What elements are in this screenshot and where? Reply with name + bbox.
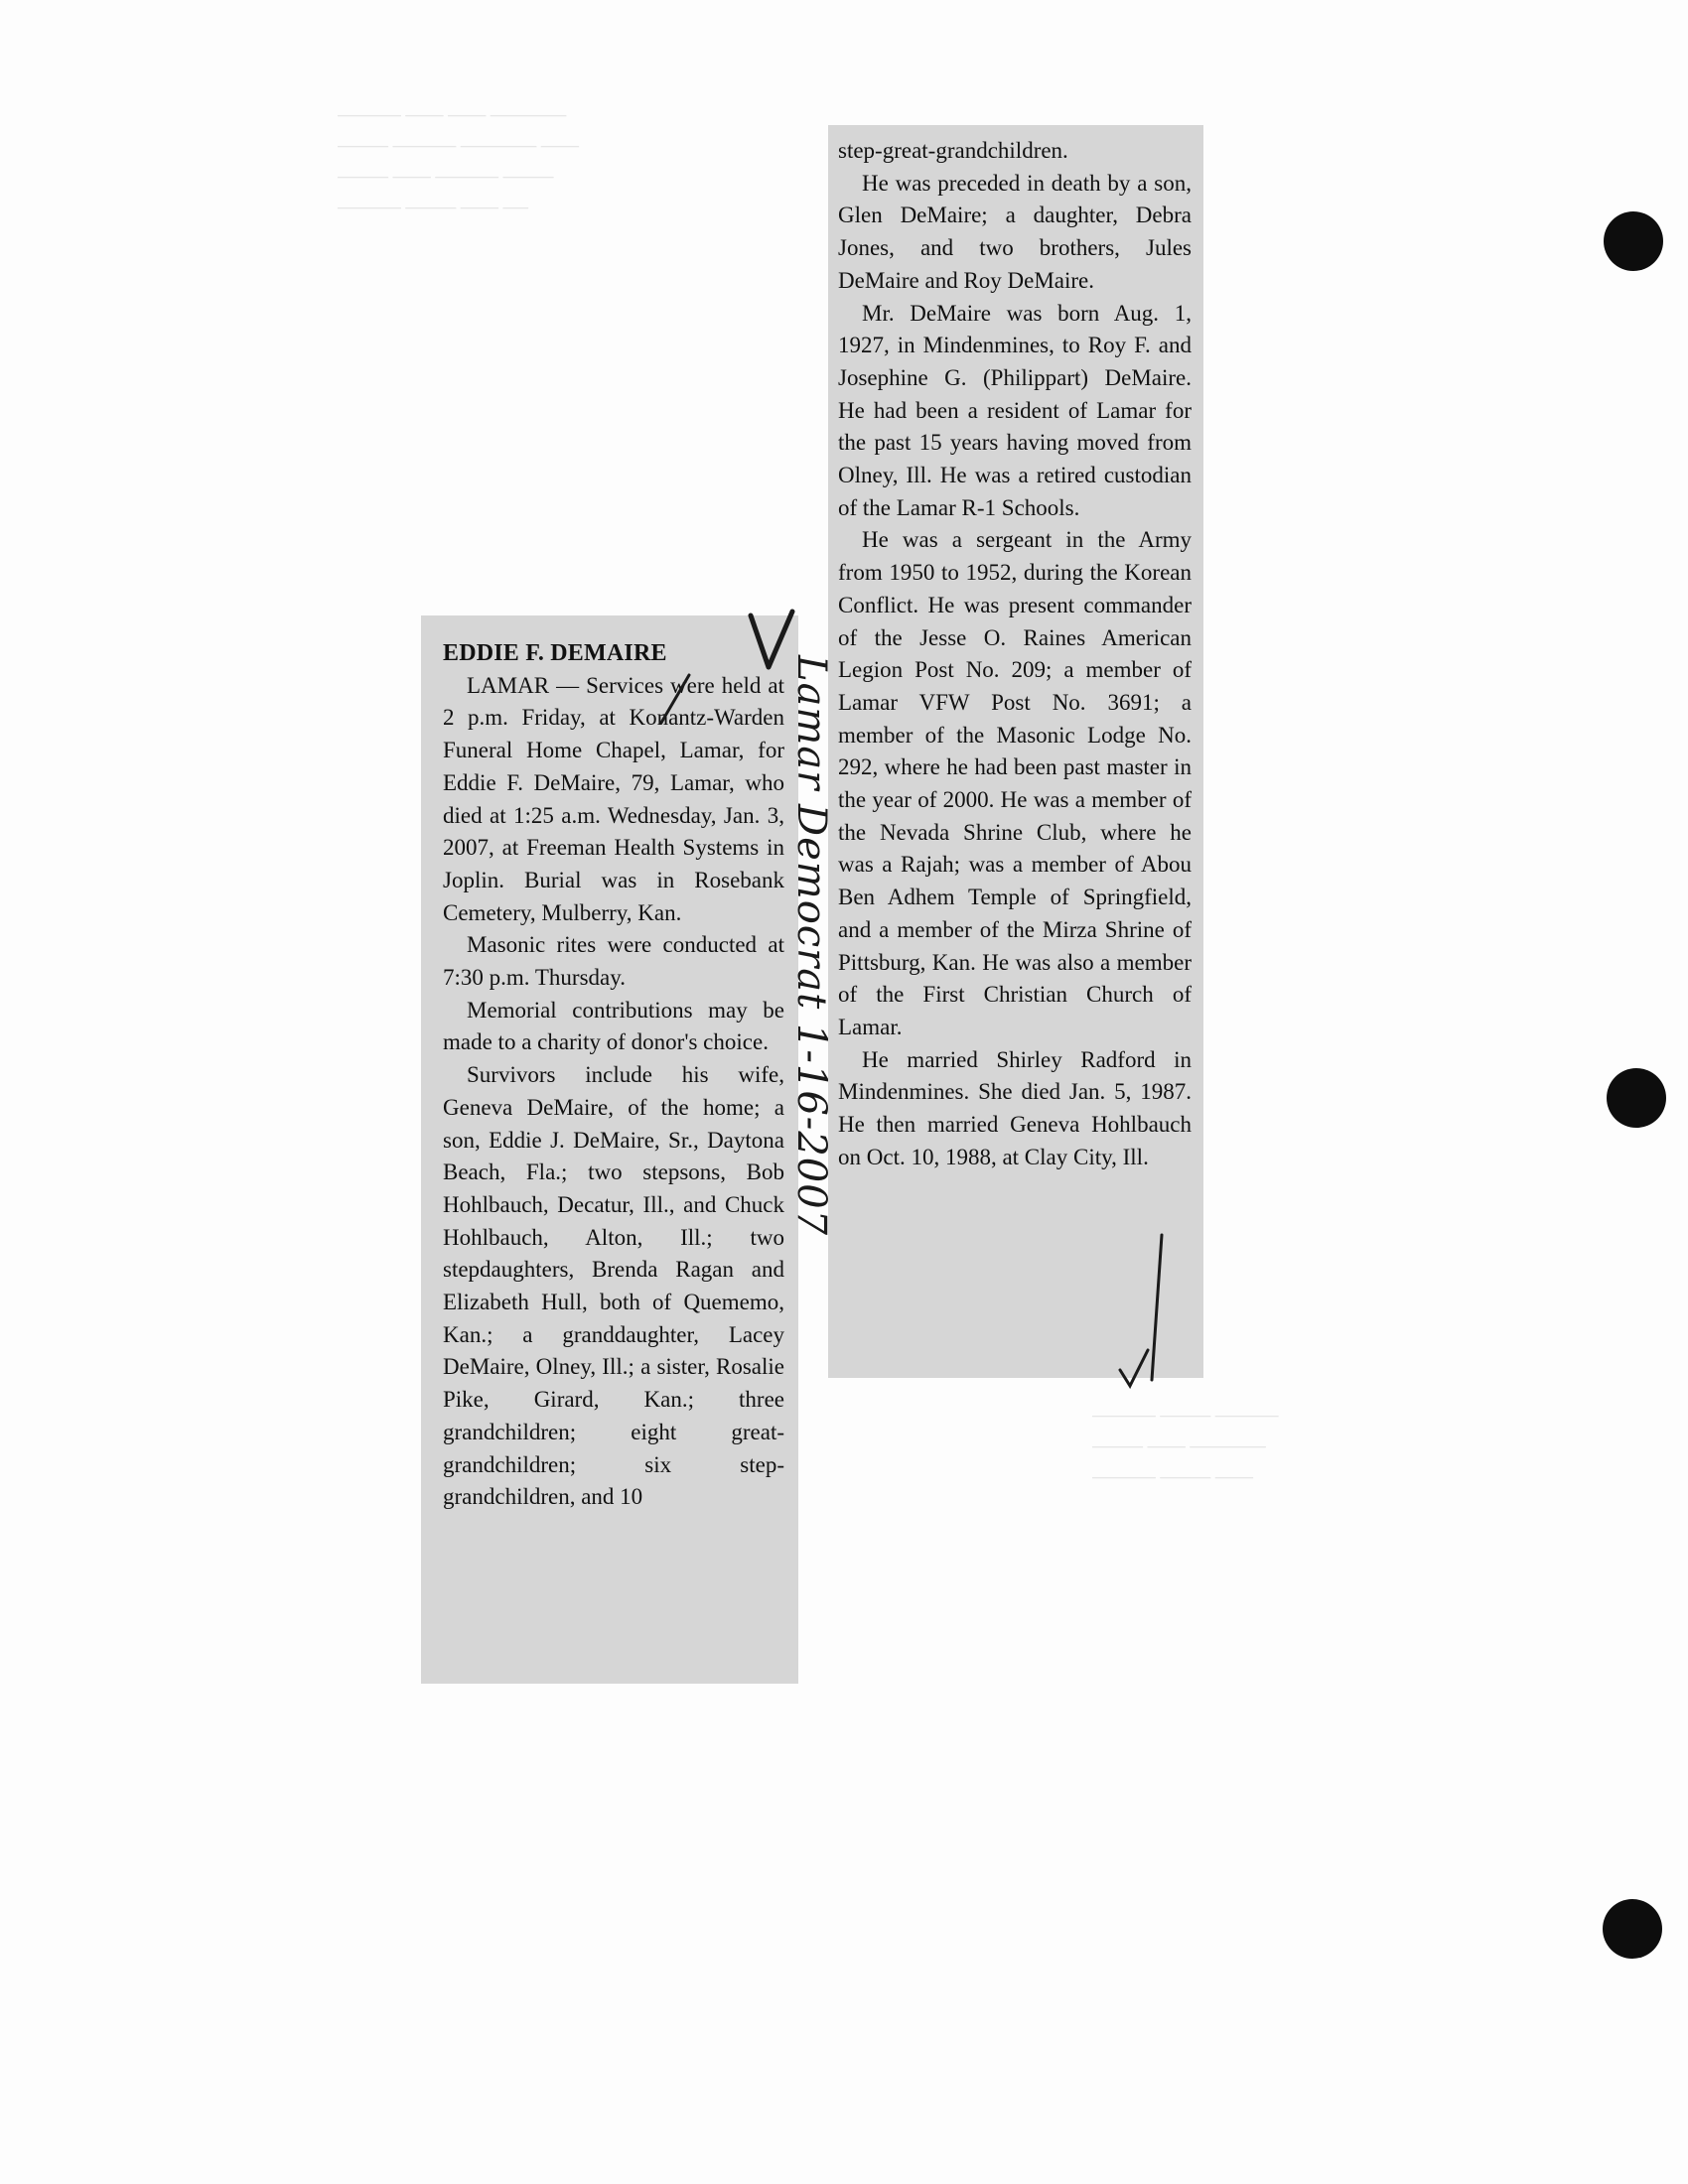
punch-hole-top xyxy=(1604,211,1663,271)
paragraph: Mr. DeMaire was born Aug. 1, 1927, in Mindenmines, to Roy F. and Josephine G. (Philippart) DeMaire. He had been a resident of Lamar for the past 15 years having moved from Olney, Ill. He was a retired custodian of the Lamar R-1 Schools. xyxy=(838,300,1192,520)
paragraph: Survivors include his wife, Geneva DeMaire, of the home; a son, Eddie J. DeMaire, Sr., Daytona Beach, Fla.; two stepsons, Bob Hohlbauch, Decatur, Ill., and Chuck Hohlbauch, Alton, Ill.; two stepdaughters, Brenda Ragan and Elizabeth Hull, both of Quememo, Kan.; a granddaughter, Lacey DeMaire, Olney, Ill.; a sister, Rosalie Pike, Girard, Kan.; three grandchildren; eight great-grandchildren; six step-grandchildren, and 10 xyxy=(443,1062,784,1510)
bracket-mark-icon xyxy=(1112,1231,1192,1390)
paragraph: Memorial contributions may be made to a charity of donor's choice. xyxy=(443,997,784,1055)
punch-hole-bottom xyxy=(1603,1899,1662,1959)
punch-hole-middle xyxy=(1607,1068,1666,1128)
clipping-left-column xyxy=(421,615,798,1684)
bleed-through-left: ───── ─── ─── ────── ──── ───── ────── ─── ──── ─── ───── ──── ───── ──── ─── ── xyxy=(338,105,580,217)
paragraph: He was a sergeant in the Army from 1950 to 1952, during the Korean Conflict. He was present commander of the Jesse O. Raines American Legion Post No. 209; a member of Lamar VFW Post No. 3691; a member of the Masonic Lodge No. 292, where he had been past master in the year of 2000. He was a member of the Nevada Shrine Club, where he was a Rajah; was a member of Abou Ben Adhem Temple of Springfield, and a member of the Mirza Shrine of Pittsburg, Kan. He was also a member of the First Christian Church of Lamar. xyxy=(838,527,1192,1039)
bleed-through-right: ───── ──── ───── ──── ─── ────── ───── ──── ─── xyxy=(1092,1406,1279,1487)
handwritten-note: Lamar Democrat 1-16-2007 xyxy=(788,655,834,1237)
checkmark-icon xyxy=(747,608,798,677)
pen-stroke-icon xyxy=(655,669,695,729)
paragraph: Masonic rites were conducted at 7:30 p.m. Thursday. xyxy=(443,932,784,991)
paragraph: LAMAR — Services were held at 2 p.m. Friday, at Konantz-Warden Funeral Home Chapel, Lamar, for Eddie F. DeMaire, 79, Lamar, who died at 1:25 a.m. Wednesday, Jan. 3, 2007, at Freeman Health Systems in Joplin. Burial was in Rosebank Cemetery, Mulberry, Kan. xyxy=(443,672,784,925)
paragraph: step-great-grandchildren. xyxy=(838,138,1068,163)
clipping-right-column xyxy=(828,125,1203,1378)
paragraph: He was preceded in death by a son, Glen DeMaire; a daughter, Debra Jones, and two brothers, Jules DeMaire and Roy DeMaire. xyxy=(838,170,1192,293)
paragraph: He married Shirley Radford in Mindenmines. She died Jan. 5, 1987. He then married Geneva Hohlbauch on Oct. 10, 1988, at Clay City, Ill. xyxy=(838,1046,1192,1169)
obituary-heading: EDDIE F. DEMAIRE xyxy=(443,640,667,666)
